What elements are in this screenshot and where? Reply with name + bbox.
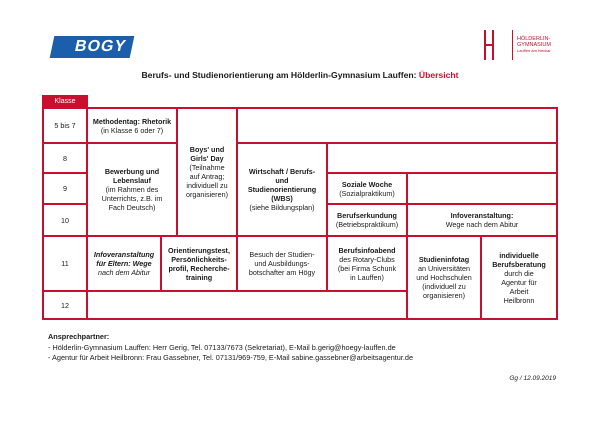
berufsinfoabend-cell: Berufsinfoabend des Rotary-Clubs (bei Firma Schunk in Lauffen) xyxy=(326,235,408,292)
wbs-cell: Wirtschaft / Berufs- und Studienorientierung (WBS) (siehe Bildungsplan) xyxy=(236,142,328,237)
empty-cell-5-7 xyxy=(236,107,558,144)
bogy-logo-text: BOGY xyxy=(73,38,128,55)
grade-cell-9: 9 xyxy=(42,172,88,205)
grade-cell-10: 10 xyxy=(42,203,88,237)
methodentag-cell: Methodentag: Rhetorik (in Klasse 6 oder 7) xyxy=(86,107,178,144)
boys-girls-day-cell: Boys' und Girls' Day (Teilnahme auf Antrag; individuell zu organisieren) xyxy=(176,107,238,237)
school-logo-line-3: Lauffen am Neckar xyxy=(517,47,551,53)
studieninfotag-cell: Studieninfotag an Universitäten und Hochschulen (individuell zu organisieren) xyxy=(406,235,482,320)
berufserkundung-cell: Berufserkundung (Betriebspraktikum) xyxy=(326,203,408,237)
berufsberatung-cell: individuelle Berufsberatung durch die Agentur für Arbeit Heilbronn xyxy=(480,235,558,320)
grade-cell-11: 11 xyxy=(42,235,88,292)
contact-school: - Hölderlin-Gymnasium Lauffen: Herr Gerig, Tel. 07133/7673 (Sekretariat), E-Mail b.gerig@hoegy-lauffen.de xyxy=(48,342,396,352)
empty-cell-9 xyxy=(406,172,558,205)
info-eltern-cell: Infoveranstaltung für Eltern: Wege nach dem Abitur xyxy=(86,235,162,292)
school-logo xyxy=(484,30,564,64)
klasse-header: Klasse xyxy=(42,95,88,107)
school-logo-line-1: HÖLDERLIN- xyxy=(517,36,551,42)
besuch-cell: Besuch der Studien- und Ausbildungs- botschafter am Högy xyxy=(236,235,328,292)
empty-cell-12 xyxy=(86,290,408,320)
grade-cell-8: 8 xyxy=(42,142,88,174)
contacts-block xyxy=(48,332,568,364)
orientierungstest-cell: Orientierungstest, Persönlichkeits- profil, Recherche- training xyxy=(160,235,238,292)
title-main: Berufs- und Studienorientierung am Hölderlin-Gymnasium Lauffen: xyxy=(141,70,419,80)
title-highlight: Übersicht xyxy=(418,70,459,80)
grade-cell-5-7: 5 bis 7 xyxy=(42,107,88,144)
school-logo-line-2: GYMNASIUM xyxy=(517,42,551,49)
contact-agency: - Agentur für Arbeit Heilbronn: Frau Gassebner, Tel. 07131/969-759, E-Mail sabine.gassebner@arbeitsagentur.de xyxy=(48,353,414,363)
contacts-title: Ansprechpartner: xyxy=(48,332,110,341)
signature: Gg / 12.09.2019 xyxy=(509,375,556,382)
grade-cell-12: 12 xyxy=(42,290,88,320)
page-title xyxy=(0,70,600,80)
empty-cell-8 xyxy=(326,142,558,174)
bewerbung-cell: Bewerbung und Lebenslauf (im Rahmen des Unterrichts, z.B. im Fach Deutsch) xyxy=(86,142,178,237)
bogy-logo xyxy=(50,36,135,58)
infoveranstaltung-cell: Infoveranstaltung: Wege nach dem Abitur xyxy=(406,203,558,237)
soziale-woche-cell: Soziale Woche (Sozialpraktikum) xyxy=(326,172,408,205)
